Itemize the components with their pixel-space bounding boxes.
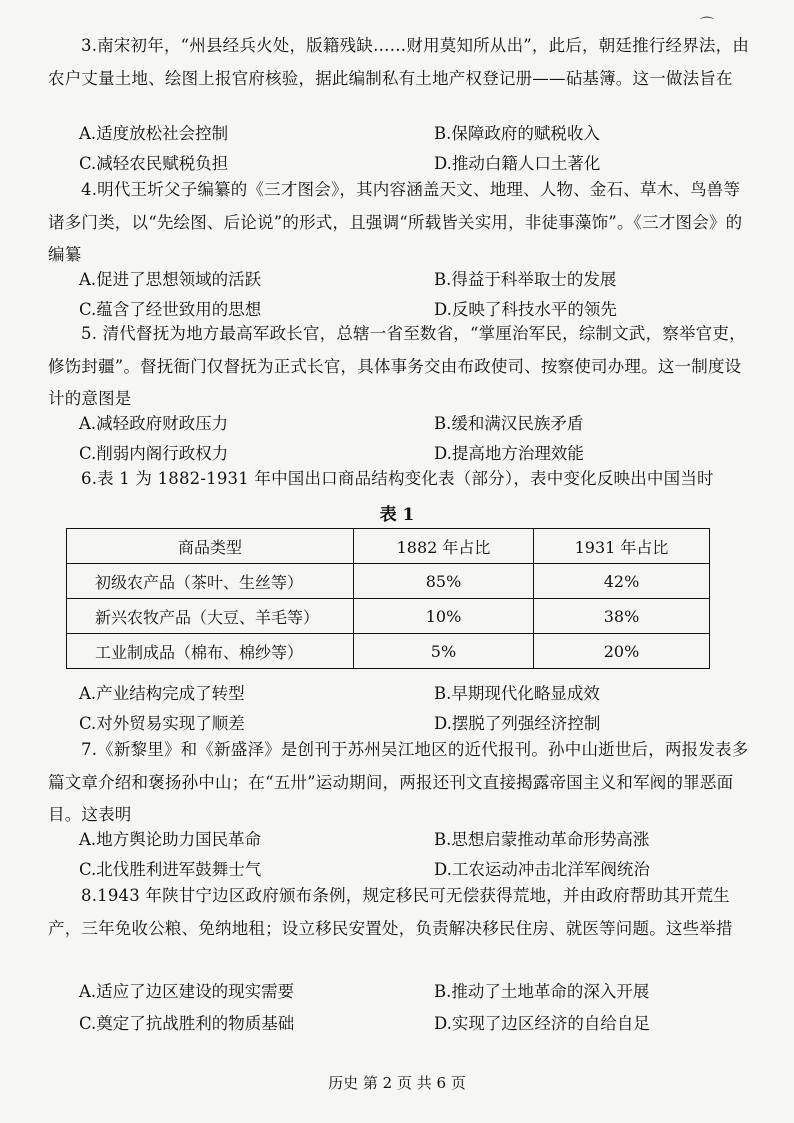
- question-7-option-b: B.思想启蒙推动革命形势高涨: [434, 830, 650, 849]
- question-3-option-a: A.适度放松社会控制: [79, 124, 229, 143]
- table-row: [67, 599, 710, 634]
- table-row: [67, 634, 710, 669]
- table-cell-1882: 10%: [354, 599, 534, 634]
- question-6-option-a: A.产业结构完成了转型: [79, 684, 245, 703]
- page-footer: 历史 第 2 页 共 6 页: [328, 1074, 466, 1092]
- table-cell-type: 初级农产品（茶叶、生丝等）: [67, 564, 354, 599]
- question-4-option-a: A.促进了思想领域的活跃: [79, 270, 262, 289]
- table-cell-1931: 38%: [534, 599, 710, 634]
- question-4-stem: 4.明代王圻父子编纂的《三才图会》，其内容涵盖天文、地理、人物、金石、草木、鸟兽等诸多门类，以“先绘图、后论说”的形式，且强调“所载皆关实用，非徒事藻饰”。《三才图会》的编纂: [48, 180, 743, 264]
- table-cell-type: 工业制成品（棉布、棉纱等）: [67, 634, 354, 669]
- question-6-option-b: B.早期现代化略显成效: [434, 684, 600, 703]
- table-header-type: 商品类型: [67, 529, 354, 564]
- table-header-1882: 1882 年占比: [354, 529, 534, 564]
- question-4-option-b: B.得益于科举取士的发展: [434, 270, 617, 289]
- question-5-option-a: A.减轻政府财政压力: [79, 414, 229, 433]
- question-3-option-b: B.保障政府的赋税收入: [434, 124, 600, 143]
- question-8-option-d: D.实现了边区经济的自给自足: [434, 1014, 650, 1033]
- export-structure-table: [66, 528, 710, 669]
- question-3-option-d: D.推动白籍人口土著化: [434, 154, 601, 173]
- question-7-option-d: D.工农运动冲击北洋军阀统治: [434, 860, 650, 879]
- question-5-stem: 5. 清代督抚为地方最高军政长官，总辖一省至数省，“掌厘治军民，综制文武，察举官吏，修饬封疆”。督抚衙门仅督抚为正式长官，具体事务交由布政使司、按察使司办理。这一制度设计的意图是: [48, 324, 746, 408]
- table-cell-type: 新兴农牧产品（大豆、羊毛等）: [67, 599, 354, 634]
- question-6-option-d: D.摆脱了列强经济控制: [434, 714, 601, 733]
- question-6-option-c: C.对外贸易实现了顺差: [79, 714, 245, 733]
- table-cell-1931: 20%: [534, 634, 710, 669]
- table-header-row: [67, 529, 710, 564]
- pen-mark: ⌒: [700, 17, 714, 33]
- question-8-option-a: A.适应了边区建设的现实需要: [79, 982, 295, 1001]
- question-8-option-b: B.推动了土地革命的深入开展: [434, 982, 650, 1001]
- question-8-stem: 8.1943 年陕甘宁边区政府颁布条例，规定移民可无偿获得荒地，并由政府帮助其开荒生产，三年免收公粮、免纳地租；设立移民安置处，负责解决移民住房、就医等问题。这些举措: [48, 886, 733, 938]
- question-5-option-d: D.提高地方治理效能: [434, 444, 584, 463]
- table-caption: 表 1: [379, 505, 415, 525]
- question-7-option-a: A.地方舆论助力国民革命: [79, 830, 262, 849]
- question-8-option-c: C.奠定了抗战胜利的物质基础: [79, 1014, 295, 1033]
- question-7-stem: 7.《新黎里》和《新盛泽》是创刊于苏州吴江地区的近代报刊。孙中山逝世后，两报发表多篇文章介绍和褒扬孙中山；在“五卅”运动期间，两报还刊文直接揭露帝国主义和军阀的罪恶面目。这表明: [48, 740, 749, 824]
- question-4-option-c: C.蕴含了经世致用的思想: [79, 300, 262, 319]
- table-row: [67, 564, 710, 599]
- question-6-stem: 6.表 1 为 1882-1931 年中国出口商品结构变化表（部分），表中变化反映出中国当时: [81, 469, 714, 488]
- question-5-option-b: B.缓和满汉民族矛盾: [434, 414, 584, 433]
- table-cell-1931: 42%: [534, 564, 710, 599]
- question-3-stem: 3.南宋初年，“州县经兵火处，版籍残缺……财用莫知所从出”，此后，朝廷推行经界法，由农户丈量土地、绘图上报官府核验，据此编制私有土地产权登记册——砧基簿。这一做法旨在: [48, 36, 750, 88]
- question-5-option-c: C.削弱内阁行政权力: [79, 444, 229, 463]
- table-header-1931: 1931 年占比: [534, 529, 710, 564]
- question-7-option-c: C.北伐胜利进军鼓舞士气: [79, 860, 262, 879]
- table-cell-1882: 5%: [354, 634, 534, 669]
- table-cell-1882: 85%: [354, 564, 534, 599]
- question-3-option-c: C.减轻农民赋税负担: [79, 154, 229, 173]
- question-4-option-d: D.反映了科技水平的领先: [434, 300, 617, 319]
